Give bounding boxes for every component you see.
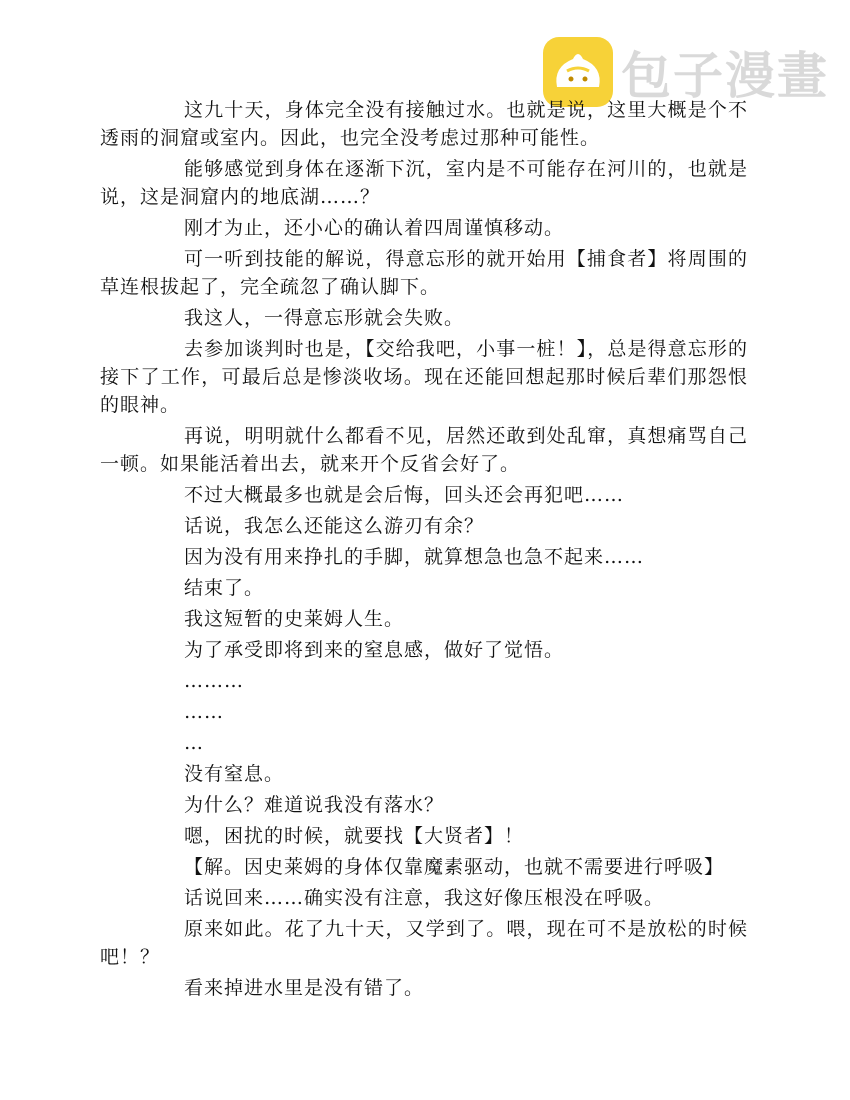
- paragraph: 嗯，困扰的时候，就要找【大贤者】！: [184, 825, 525, 847]
- paragraph: 我这人，一得意忘形就会失败。: [184, 307, 465, 329]
- paragraph: 这九十天，身体完全没有接触过水。也就是说，这里大概是个不透雨的洞窟或室内。因此，也完全没考虑过那种可能性。: [100, 99, 748, 149]
- paragraph: 不过大概最多也就是会后悔，回头还会再犯吧……: [184, 484, 625, 506]
- paragraph: 话说，我怎么还能这么游刃有余？: [184, 515, 485, 537]
- paragraph: 能够感觉到身体在逐渐下沉，室内是不可能存在河川的，也就是说，这是洞窟内的地底湖……？: [100, 158, 748, 208]
- paragraph: 原来如此。花了九十天，又学到了。喂，现在可不是放松的时候吧！？: [100, 918, 748, 968]
- paragraph: ………: [184, 670, 244, 692]
- paragraph: 话说回来……确实没有注意，我这好像压根没在呼吸。: [184, 887, 665, 909]
- watermark-text: 包子漫畫: [621, 47, 829, 105]
- paragraph: 结束了。: [184, 577, 265, 599]
- document-body: [100, 96, 748, 1005]
- paragraph: …: [184, 732, 204, 754]
- paragraph: 没有窒息。: [184, 763, 285, 785]
- paragraph: 为了承受即将到来的窒息感，做好了觉悟。: [184, 639, 565, 661]
- paragraph: 【解。因史莱姆的身体仅靠魔素驱动，也就不需要进行呼吸】: [184, 856, 725, 878]
- paragraph: ……: [184, 701, 224, 723]
- paragraph: 看来掉进水里是没有错了。: [184, 977, 425, 999]
- paragraph: 可一听到技能的解说，得意忘形的就开始用【捕食者】将周围的草连根拔起了，完全疏忽了确认脚下。: [100, 248, 748, 298]
- paragraph: 去参加谈判时也是，【交给我吧，小事一桩！】，总是得意忘形的接下了工作，可最后总是惨淡收场。现在还能回想起那时候后辈们那怨恨的眼神。: [100, 338, 748, 416]
- paragraph: 再说，明明就什么都看不见，居然还敢到处乱窜，真想痛骂自己一顿。如果能活着出去，就来开个反省会好了。: [100, 425, 748, 475]
- paragraph: 为什么？难道说我没有落水？: [184, 794, 445, 816]
- paragraph: 因为没有用来挣扎的手脚，就算想急也急不起来……: [184, 546, 645, 568]
- paragraph: 我这短暂的史莱姆人生。: [184, 608, 405, 630]
- paragraph: 刚才为止，还小心的确认着四周谨慎移动。: [184, 217, 565, 239]
